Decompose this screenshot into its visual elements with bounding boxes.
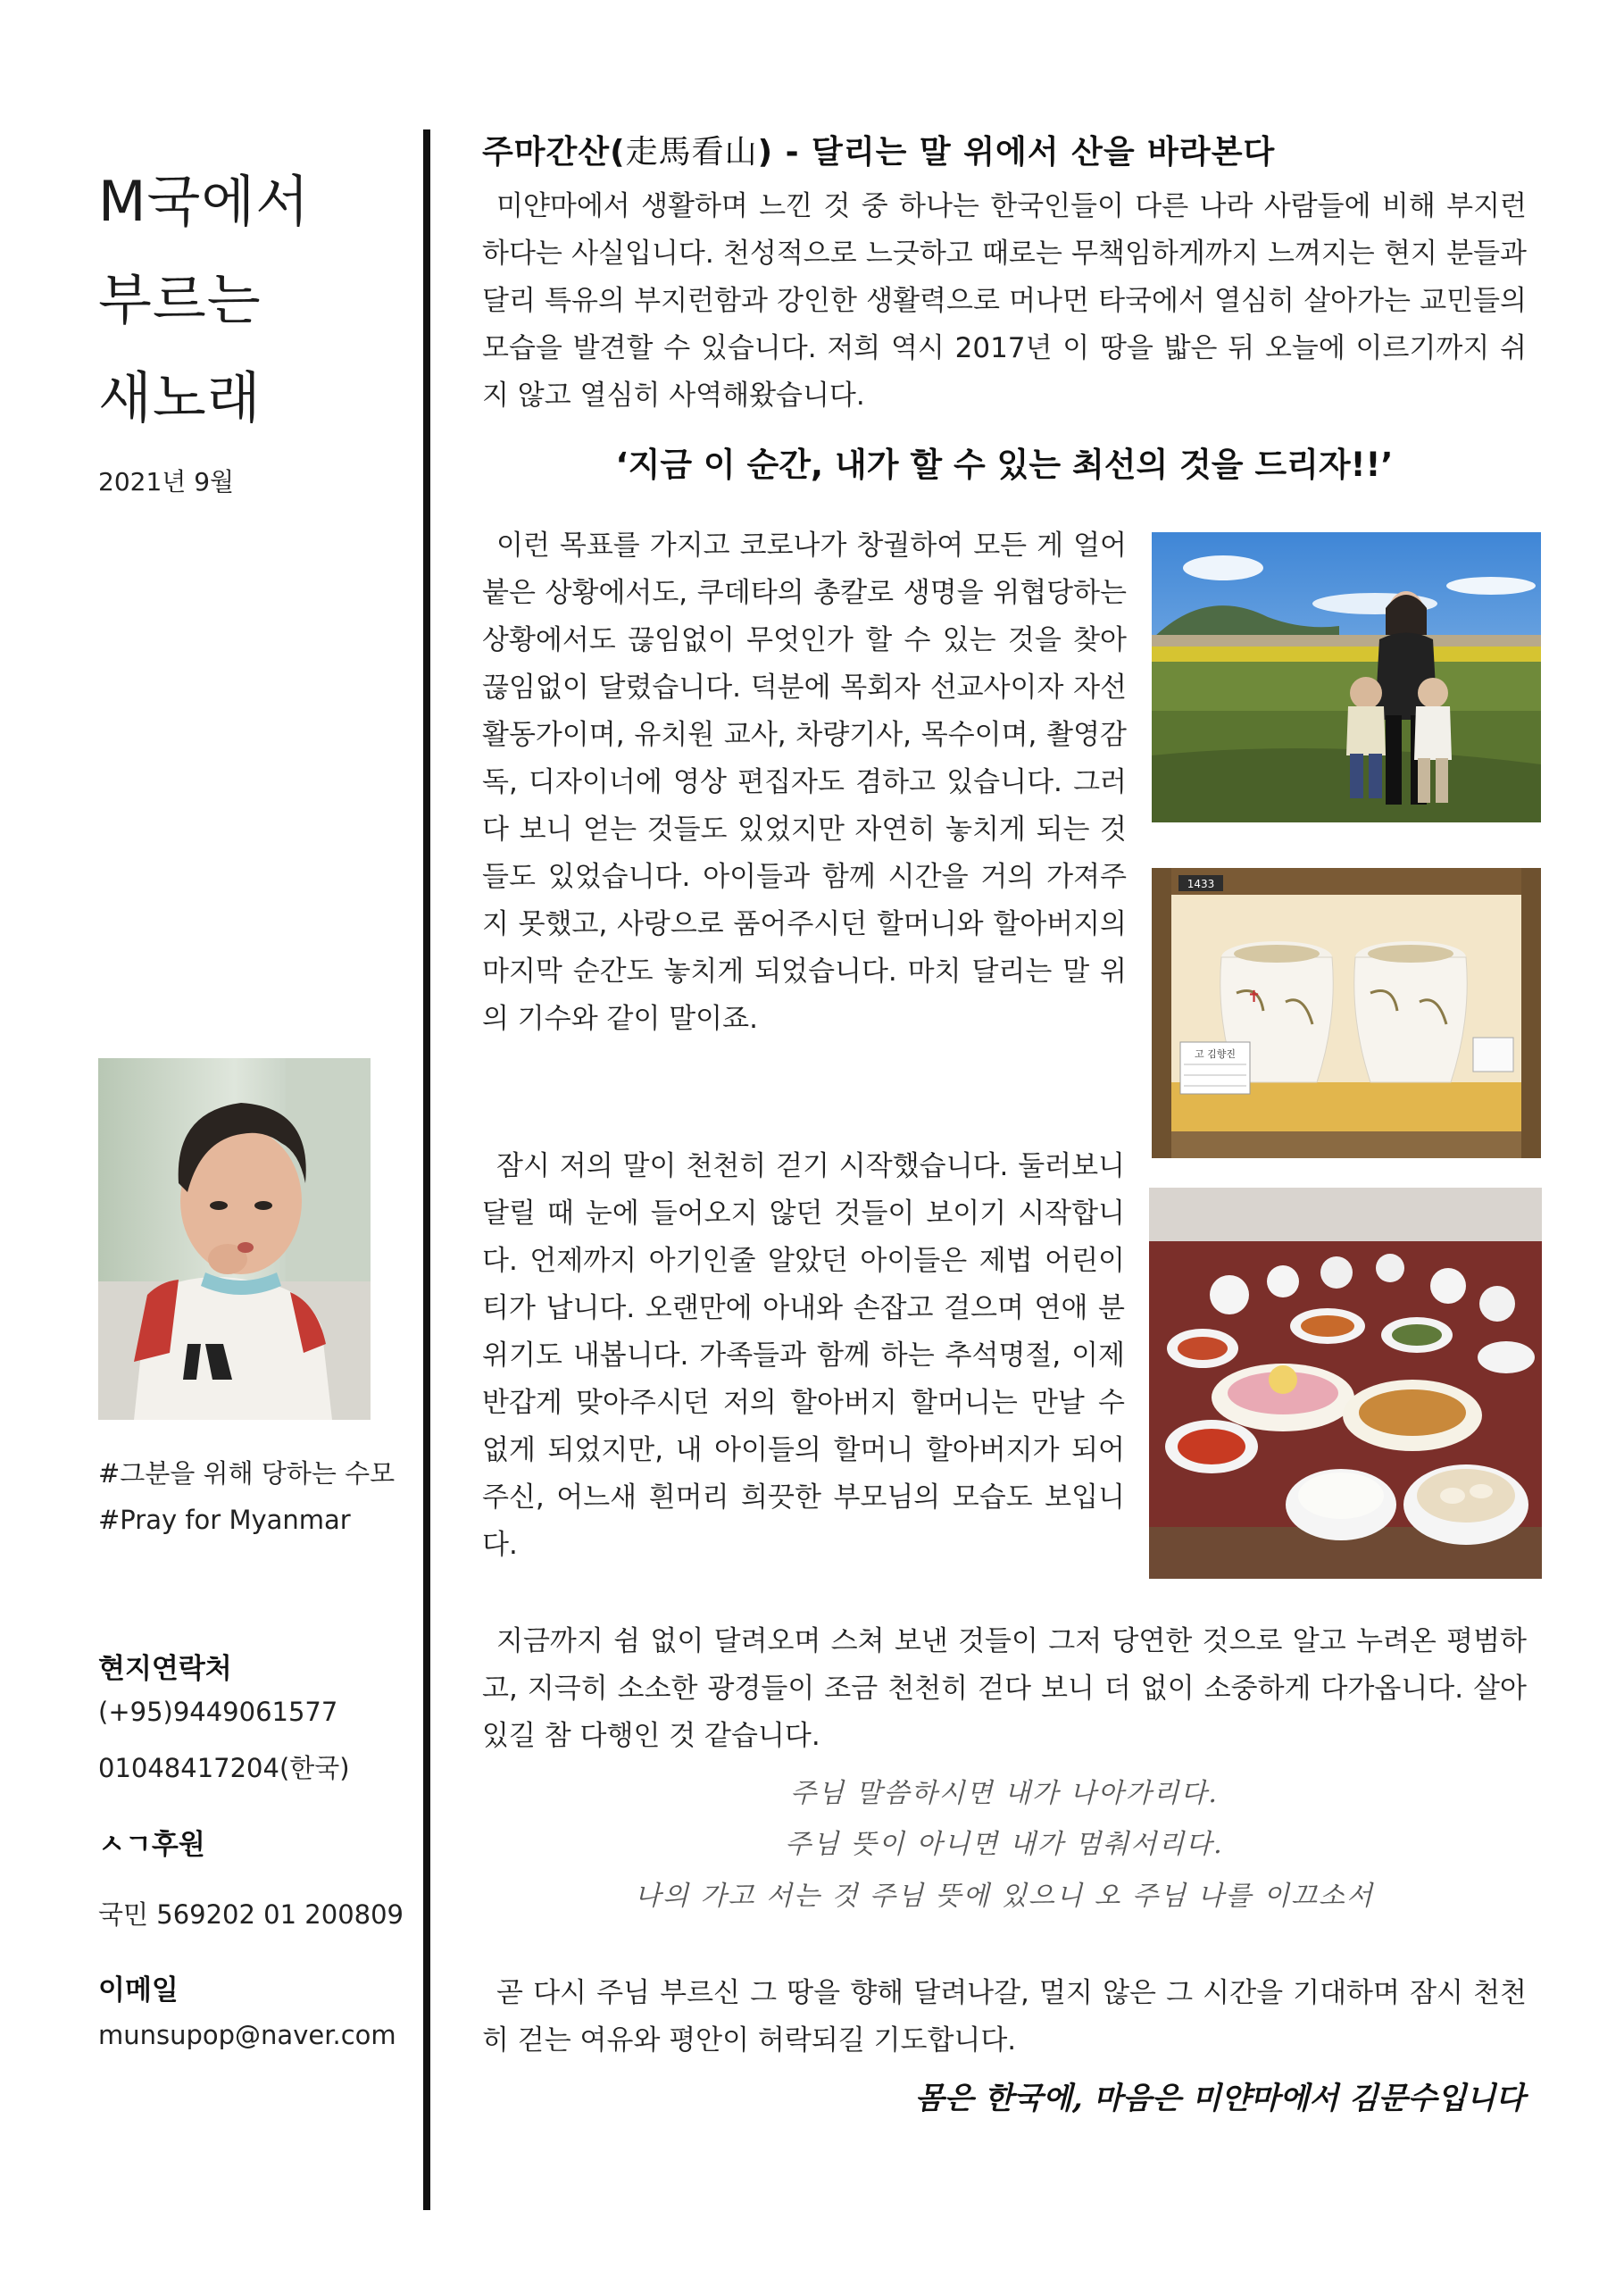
paragraph-4-text: 지금까지 쉼 없이 달려오며 스쳐 보낸 것들이 그저 당연한 것으로 알고 누려온 평범하고, 지극히 소소한 광경들이 조금 천천히 걷다 보니 더 없이 소중하게 다가옵니다. 살아있길 참 다행인 것 같습니다. — [482, 1625, 1527, 1752]
hymn-line-3: 나의 가고 서는 것 주님 뜻에 있으니 오 주님 나를 이끄소서 — [635, 1881, 1374, 1912]
paragraph-4 — [482, 1618, 1527, 1760]
hashtag-2: #Pray for Myanmar — [98, 1505, 351, 1535]
paragraph-1-text: 미얀마에서 생활하며 느낀 것 중 하나는 한국인들이 다른 나라 사람들에 비해 부지런하다는 사실입니다. 천성적으로 느긋하고 때로는 무책임하게까지 느껴지는 현지 분들과 달리 특유의 부지런함과 강인한 생활력으로 머나먼 타국에서 열심히 살아가는 교민들의 모습을 발견할 수 있습니다. 저희 역시 2017년 이 땅을 밟은 뒤 오늘에 이르기까지 쉬지 않고 열심히 사역해왔습니다. — [482, 190, 1527, 412]
sidebar-title-line-1: M국에서 — [98, 169, 311, 234]
issue-date: 2021년 9월 — [98, 467, 235, 496]
sidebar-title-line-3: 새노래 — [98, 365, 262, 430]
paragraph-2 — [482, 522, 1127, 1043]
child-photo — [98, 1058, 371, 1420]
heading-prefix: 주마간산( — [482, 134, 626, 171]
email-heading: 이메일 — [98, 1974, 179, 2007]
motto-quote: ‘지금 이 순간, 내가 할 수 있는 최선의 것을 드리자!!’ — [615, 446, 1394, 484]
support-heading: ㅅㄱ후원 — [98, 1829, 205, 1861]
hymn-line-1: 주님 말씀하시면 내가 나아가리다. — [790, 1778, 1219, 1809]
heading-hanja: 走馬看山 — [625, 134, 758, 171]
bank-account: 국민 569202 01 200809 — [98, 1899, 404, 1930]
phone-myanmar: (+95)9449061577 — [98, 1697, 338, 1727]
paragraph-3 — [482, 1143, 1125, 1569]
article-heading — [482, 127, 1275, 172]
paragraph-2-text: 이런 목표를 가지고 코로나가 창궐하여 모든 게 얼어붙은 상황에서도, 쿠데타의 총칼로 생명을 위협당하는 상황에서도 끊임없이 무엇인가 할 수 있는 것을 찾아 끊임없이 달렸습니다. 덕분에 목회자 선교사이자 자선활동가이며, 유치원 교사, 차량기사, 목수이며, 촬영감독, 디자이너에 영상 편집자도 겸하고 있습니다. 그러다 보니 얻는 것들도 있었지만 자연히 놓치게 되는 것들도 있었습니다. 아이들과 함께 시간을 거의 가져주지 못했고, 사랑으로 품어주시던 할머니와 할아버지의 마지막 순간도 놓치게 되었습니다. 마치 달리는 말 위의 기수와 같이 말이죠. — [482, 530, 1127, 1035]
chuseok-table-photo — [1149, 1188, 1542, 1579]
cross-mark: ✝ — [1247, 988, 1262, 1006]
hymn-line-2: 주님 뜻이 아니면 내가 멈춰서리다. — [785, 1829, 1224, 1860]
memorial-urns-photo — [1152, 868, 1541, 1158]
author-signature: 몸은 한국에, 마음은 미얀마에서 김문수입니다 — [914, 2081, 1525, 2116]
paragraph-3-text: 잠시 저의 말이 천천히 걷기 시작했습니다. 둘러보니 달릴 때 눈에 들어오지 않던 것들이 보이기 시작합니다. 언제까지 아기인줄 알았던 아이들은 제법 어린이 티가 납니다. 오랜만에 아내와 손잡고 걸으며 연애 분위기도 내봅니다. 가족들과 함께 하는 추석명절, 이제 반갑게 맞아주시던 저의 할아버지 할머니는 만날 수 없게 되었지만, 내 아이들의 할머니 할아버지가 되어주신, 어느새 흰머리 희끗한 부모님의 모습도 보입니다. — [482, 1150, 1125, 1561]
hashtag-1: #그분을 위해 당하는 수모 — [98, 1458, 396, 1489]
email-address: munsupop@naver.com — [98, 2020, 396, 2050]
heading-suffix: ) - 달리는 말 위에서 산을 바라본다 — [757, 134, 1276, 171]
paragraph-5-text: 곧 다시 주님 부르신 그 땅을 향해 달려나갈, 멀지 않은 그 시간을 기대하며 잠시 천천히 걷는 여유와 평안이 허락되길 기도합니다. — [482, 1977, 1527, 2057]
paragraph-5 — [482, 1970, 1527, 2065]
sidebar-title-line-2: 부르는 — [98, 267, 262, 332]
urn-label: 고 김향진 — [1194, 1048, 1237, 1060]
column-divider — [423, 129, 430, 2210]
urn-number: 1433 — [1187, 878, 1215, 890]
phone-korea: 01048417204(한국) — [98, 1753, 350, 1783]
paragraph-1 — [482, 183, 1527, 420]
family-field-photo — [1152, 532, 1541, 822]
contact-heading: 현지연락처 — [98, 1653, 232, 1685]
